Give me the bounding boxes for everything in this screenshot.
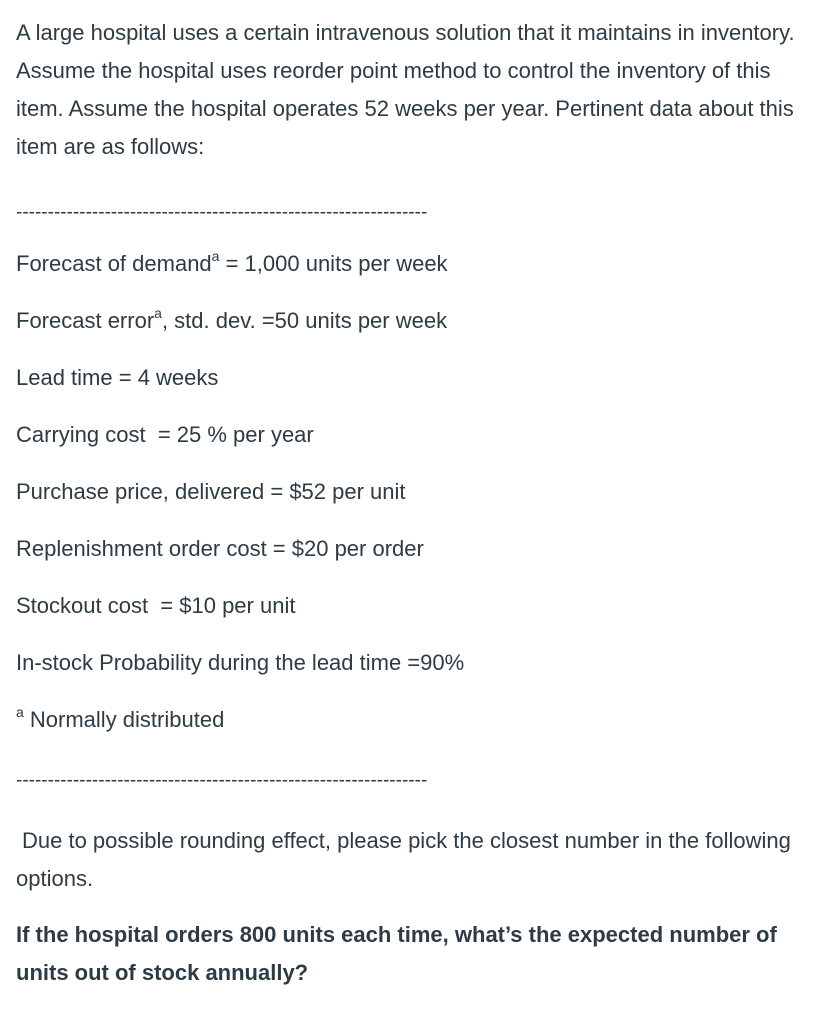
data-item-forecast-error: Forecast error $^a$ , std. dev. =50 units per week: [16, 292, 806, 349]
rounding-note: [16, 822, 806, 898]
data-item-label: Lead time = 4 weeks: [16, 364, 219, 390]
data-item-value: = 1,000 units per week: [219, 250, 448, 276]
divider-bottom: -----------------------------------------------------------------: [16, 770, 428, 791]
footnote-text: Normally distributed: [23, 706, 225, 732]
data-item-label: Carrying cost = 25 % per year: [16, 421, 314, 447]
question-prompt: If the hospital orders 800 units each time, what’s the expected number of units out of stock annually?: [16, 922, 777, 985]
question-intro: A large hospital uses a certain intravenous solution that it maintains in inventory. Assume the hospital uses reorder point method to control the inventory of this item. Assume the hospital operates 52 weeks per year. Pertinent data about this item are as follows:: [16, 20, 795, 159]
data-item-label: Forecast error: [16, 307, 155, 333]
data-item-stockout-cost: [16, 577, 806, 634]
data-item-in-stock-probability: [16, 634, 806, 691]
data-item-label: Forecast of demand: [16, 250, 212, 276]
data-item-label: Stockout cost = $10 per unit: [16, 592, 296, 618]
data-item-label: In-stock Probability during the lead time =90%: [16, 649, 465, 675]
data-item-lead-time: [16, 349, 806, 406]
pertinent-data-list: [16, 235, 806, 691]
data-item-carrying-cost: [16, 406, 806, 463]
data-item-forecast-demand: Forecast of demand $^a$ = 1,000 units per week: [16, 235, 806, 292]
divider-top: -----------------------------------------------------------------: [16, 202, 428, 223]
footnote: $^a$ Normally distributed: [16, 691, 806, 748]
data-item-label: Replenishment order cost = $20 per order: [16, 535, 424, 561]
data-item-purchase-price: [16, 463, 806, 520]
data-item-replenishment-cost: [16, 520, 806, 577]
rounding-note-text: Due to possible rounding effect, please pick the closest number in the following options.: [16, 828, 791, 891]
data-item-value: , std. dev. =50 units per week: [161, 307, 448, 333]
question-body: [16, 14, 806, 992]
data-item-label: Purchase price, delivered = $52 per unit: [16, 478, 406, 504]
